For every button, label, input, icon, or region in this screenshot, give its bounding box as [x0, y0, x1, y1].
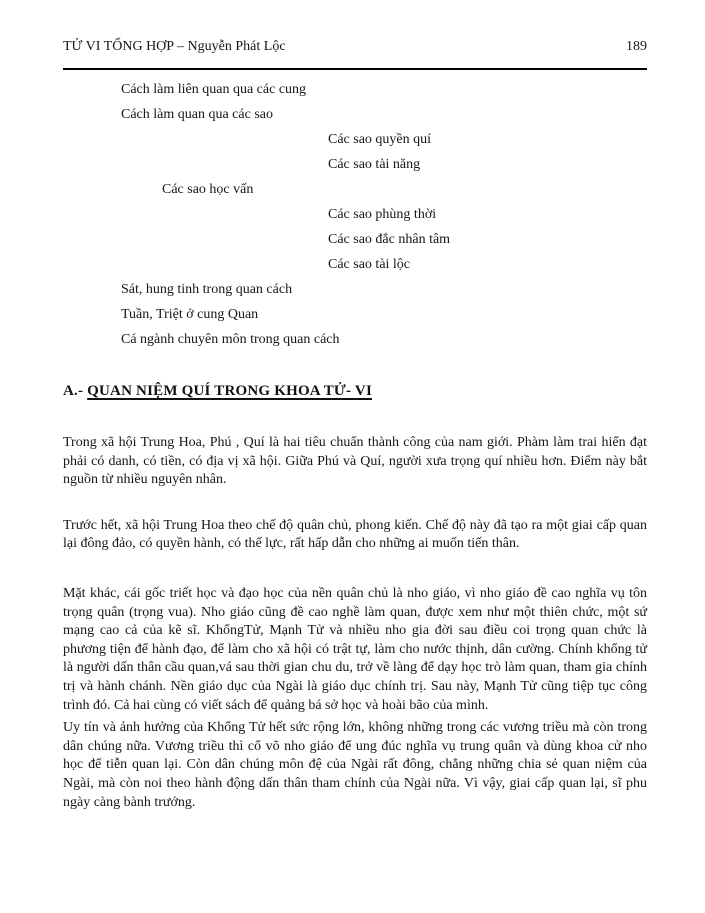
outline-item: Các sao phùng thời [328, 207, 437, 222]
header-rule [63, 68, 647, 70]
body-paragraph-2: Trước hết, xã hội Trung Hoa theo chế độ quân chủ, phong kiến. Chế độ này đã tạo ra một giai cấp quan lại đông đảo, có quyền hành, có thế lực, rất hấp dẫn cho những ai muốn tiến thân. [63, 517, 647, 552]
section-title: QUAN NIỆM QUÍ TRONG KHOA TỬ- VI [87, 383, 372, 399]
body-paragraph-3: Mặt khác, cái gốc triết học và đạo học của nền quân chủ là nho giáo, vì nho giáo đề cao nghĩa vụ tôn trọng quân (trọng vua). Nho giáo cũng đề cao nghề làm quan, được xem như một thiên chức, một sứ mạng cao cả của kẽ sĩ. KhổngTử, Mạnh Tử và nhiều nho gia đời sau điều coi trọng quan chức là phương tiện để hành đạo, để làm cho xã hội có trật tự, làm cho nước thịnh, dân cường. Chính khổng tử là người dấn thân cầu quan,vá sau thời gian chu du, trở về làng để dạy học trò làm quan, tham gia chính trị và hành chánh. Nền giáo dục của Ngài là giáo dục chính trị. Sau này, Mạnh Tử cũng tiệp tục công trình đó. Cả hai cùng có viết sách để quảng bá sở học và hoài bão của mình. [63, 585, 647, 713]
outline-item: Các sao quyền quí [328, 132, 432, 147]
outline-item: Tuần, Triệt ở cung Quan [121, 307, 259, 322]
outline-item: Các sao tài năng [328, 157, 421, 172]
outline-item: Cách làm liên quan qua các cung [121, 82, 307, 97]
page-number: 189 [626, 39, 647, 54]
outline-item: Các sao tài lộc [328, 257, 411, 272]
outline-item: Các sao học vấn [162, 182, 254, 197]
outline-item: Các sao đắc nhân tâm [328, 232, 451, 247]
running-title: TỬ VI TỔNG HỢP – Nguyễn Phát Lộc [63, 39, 286, 54]
body-paragraph-1: Trong xã hội Trung Hoa, Phú , Quí là hai tiêu chuẩn thành công của nam giới. Phàm làm trai hiển đạt phải có danh, có tiền, có địa vị xã hội. Giữa Phú và Quí, người xưa trọng quí nhiều hơn. Điểm này bắt nguồn từ nhiều nguyên nhân. [63, 435, 647, 488]
body-paragraph-4: Uy tín và ảnh hưởng của Khổng Tử hết sức rộng lớn, không những trong các vương triều mà còn trong dân chúng nữa. Vương triều thì cổ võ nho giáo để ung đúc nghĩa vụ trung quân và dùng khoa cử nho học để tiễn quan lại. Còn dân chúng môn đệ của Ngài rất đông, chẳng những chia sẻ quan niệm của Ngài, mà còn noi theo hành động dấn thân tham chính của Ngài nữa. Vì vậy, giai cấp quan lại, sĩ phu ngày càng bành trướng. [63, 720, 647, 810]
outline-item: Cách làm quan qua các sao [121, 107, 273, 122]
section-heading [63, 382, 647, 401]
outline-item: Cá ngành chuyên môn trong quan cách [121, 332, 340, 347]
page-header [63, 38, 647, 55]
section-label: A.- [63, 383, 84, 399]
outline-list [63, 77, 647, 352]
outline-item: Sát, hung tinh trong quan cách [121, 282, 293, 297]
